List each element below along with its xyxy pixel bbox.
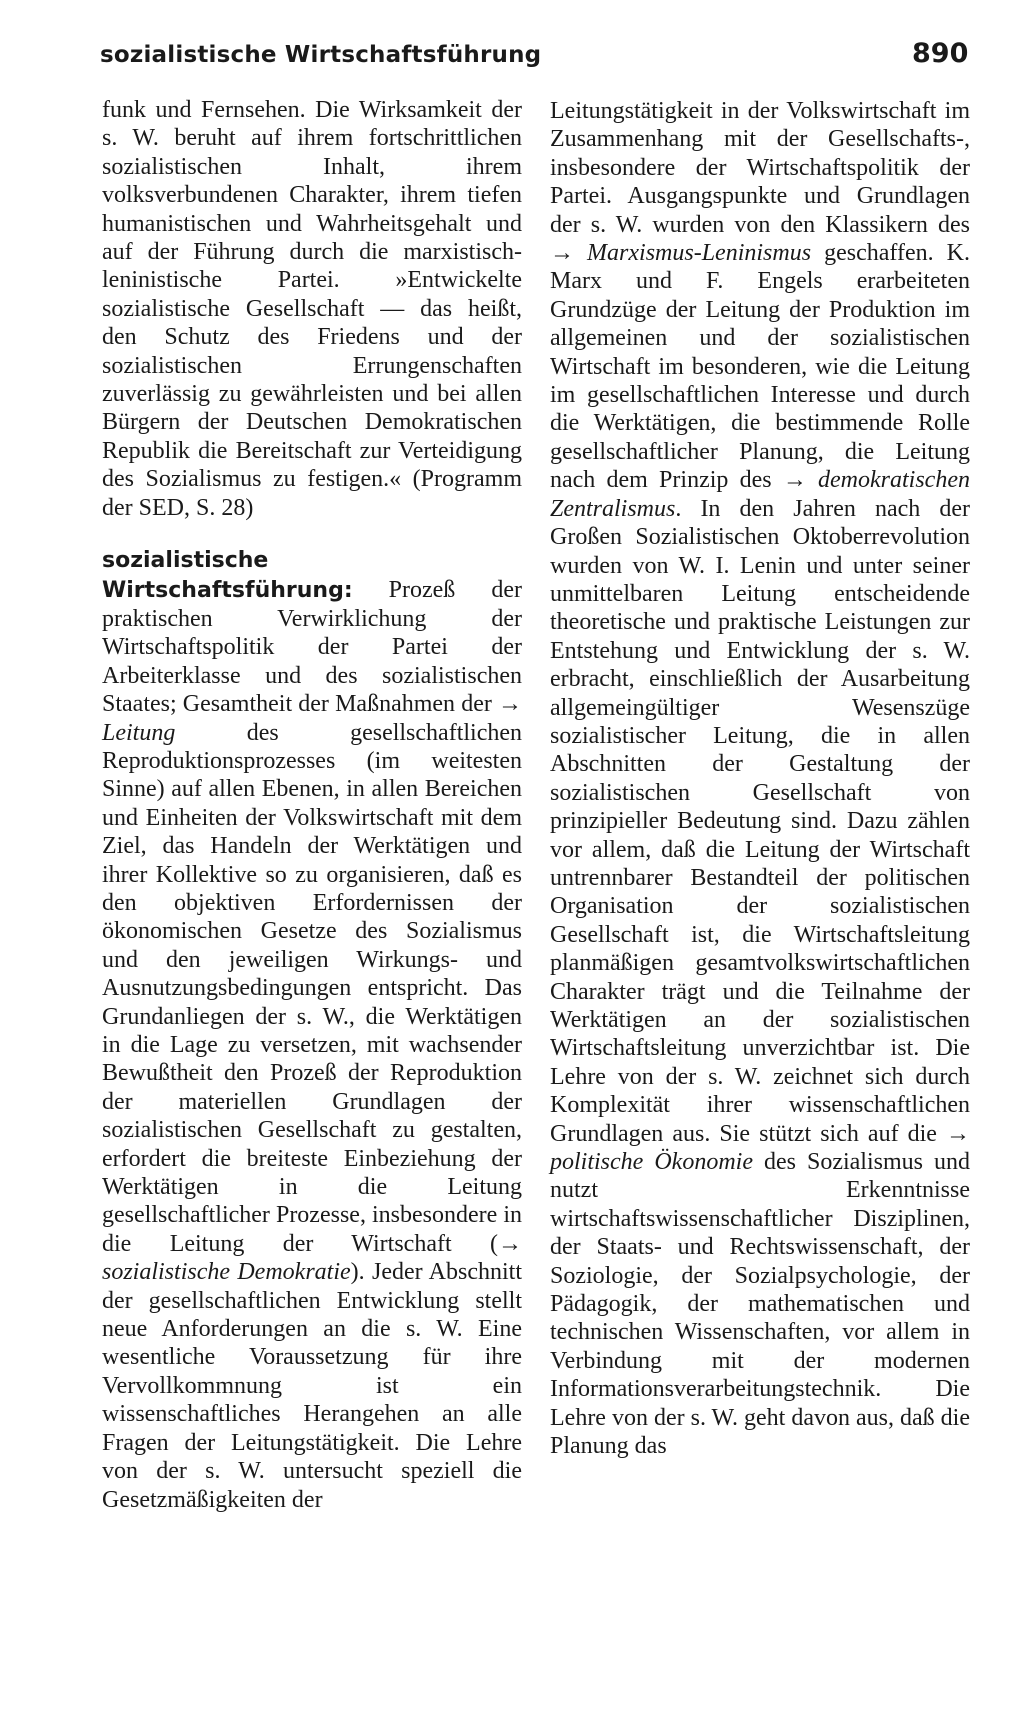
- entry-text: . In den Jahren nach der Großen Sozialistischen Oktoberrevolution wurden von W. I. Lenin und unter seiner unmittelbaren Leitung entscheidende theoretische und praktische Leistungen zur Entstehung und Entwicklung der s. W. erbracht, einschließlich der Ausarbeitung allgemeingültiger Wesenszüge sozialistischer Leitung, die in allen Abschnitten der Gestaltung der sozialistischen Gesellschaft von prinzipieller Bedeutung sind. Dazu zählen vor allem, daß die Leitung der Wirtschaft untrennbarer Bestandteil der politischen Organisation der sozialistischen Gesellschaft ist, die Wirtschaftsleitung planmäßigen gesamtvolkswirtschaftlichen Charakter trägt und die Teilnahme der Werktätigen an der sozialistischen Wirtschaftsleitung unverzichtbar ist. Die Lehre von der s. W. zeichnet sich durch Komplexität ihrer wissenschaftlichen Grundlagen aus. Sie stützt sich auf die: [550, 495, 970, 1147]
- right-column: [550, 97, 970, 1461]
- cross-reference-marxismus-leninismus[interactable]: Marxismus-Leninismus: [587, 240, 812, 267]
- cross-reference-arrow-icon: →: [782, 467, 807, 494]
- entry-text: ). Jeder Abschnitt der gesellschaftlichen Entwicklung stellt neue Anforderungen an die s. W. Eine wesentliche Voraussetzung für ihre Vervollkommnung ist ein wissenschaftliches Herangehen an alle Fragen der Leitungstätigkeit. Die Lehre von der s. W. untersucht speziell die Gesetzmäßigkeiten der: [102, 1259, 522, 1513]
- cross-reference-politische-oekonomie[interactable]: politische Ökonomie: [550, 1149, 753, 1176]
- entry-text: des gesellschaftlichen Reproduktionsprozesses (im weitesten Sinne) auf allen Ebenen, in allen Bereichen und Einheiten der Volkswirtschaft mit dem Ziel, das Handeln der Werktätigen und ihrer Kollektive so zu organisieren, daß es den objektiven Erfordernissen der ökonomischen Gesetze des Sozialismus und den jeweiligen Wirkungs- und Ausnutzungsbedingungen entspricht. Das Grundanliegen der s. W., die Werktätigen in die Lage zu versetzen, mit wachsender Bewußtheit den Prozeß der Reproduktion der materiellen Grundlagen der sozialistischen Gesellschaft zu gestalten, erfordert die breiteste Einbeziehung der Werktätigen in die Leitung gesellschaftlicher Prozesse, insbesondere in die Leitung der Wirtschaft (: [102, 719, 522, 1257]
- entry-text: geschaffen. K. Marx und F. Engels erarbeiteten Grundzüge der Leitung der Produktion im allgemeinen und der sozialistischen Wirtschaft im besonderen, wie die Leitung im gesellschaftlichen Interesse und durch die Werktätigen, die bestimmende Rolle gesellschaftlicher Planung, die Leitung nach dem Prinzip des: [550, 240, 970, 494]
- cross-reference-arrow-icon: →: [946, 1120, 970, 1147]
- entry-text: Prozeß der praktischen Verwirklichung der Wirtschaftspolitik der Partei der Arbeiterklasse und des sozialistischen Staates; Gesamtheit der Maßnahmen der: [102, 576, 522, 718]
- entry-text: des Sozialismus und nutzt Erkenntnisse wirtschaftswissenschaftlicher Disziplinen, der Staats- und Rechtswissenschaft, der Soziologie, der Sozialpsychologie, der Pädagogik, der mathematischen und technischen Wissenschaften, vor allem in Verbindung mit der modernen Informationsverarbeitungstechnik. Die Lehre von der s. W. geht davon aus, daß die Planung das: [550, 1149, 970, 1460]
- entry-continuation: [550, 97, 970, 1461]
- running-head: sozialistische Wirtschaftsführung: [100, 42, 542, 68]
- entry-sozialistische-wirtschaftsfuehrung: [102, 546, 522, 1514]
- entry-text: Leitungstätigkeit in der Volkswirtschaft im Zusammenhang mit der Gesellschafts-, insbesondere der Wirtschaftspolitik der Partei. Ausgangspunkte und Grundlagen der s. W. wurden von den Klassikern des: [550, 98, 970, 238]
- entry-continuation: [102, 96, 522, 522]
- cross-reference-arrow-icon: →: [550, 240, 574, 267]
- page-number: 890: [912, 38, 969, 69]
- cross-reference-demokratischer-zentralismus[interactable]: demokratischen Zentralismus: [550, 467, 970, 522]
- cross-reference-arrow-icon: →: [498, 691, 522, 718]
- headword: sozialistische Wirtschaftsführung:: [102, 548, 353, 603]
- left-column: [102, 96, 522, 1514]
- cross-reference-leitung[interactable]: Leitung: [102, 719, 176, 746]
- cross-reference-sozialistische-demokratie[interactable]: sozialistische Demokratie: [102, 1259, 351, 1286]
- cross-reference-arrow-icon: →: [498, 1230, 522, 1257]
- entry-continuation-text: funk und Fernsehen. Die Wirksamkeit der s. W. beruht auf ihrem fortschrittlichen sozialistischen Inhalt, ihrem volksverbundenen Charakter, ihrem tiefen humanistischen und Wahrheitsgehalt und auf der Führung durch die marxistisch-leninistische Partei. »Entwickelte sozialistische Gesellschaft — das heißt, den Schutz des Friedens und der sozialistischen Errungenschaften zuverlässig zu gewährleisten und bei allen Bürgern der Deutschen Demokratischen Republik die Bereitschaft zur Verteidigung des Sozialismus zu festigen.« (Programm der SED, S. 28): [102, 97, 522, 521]
